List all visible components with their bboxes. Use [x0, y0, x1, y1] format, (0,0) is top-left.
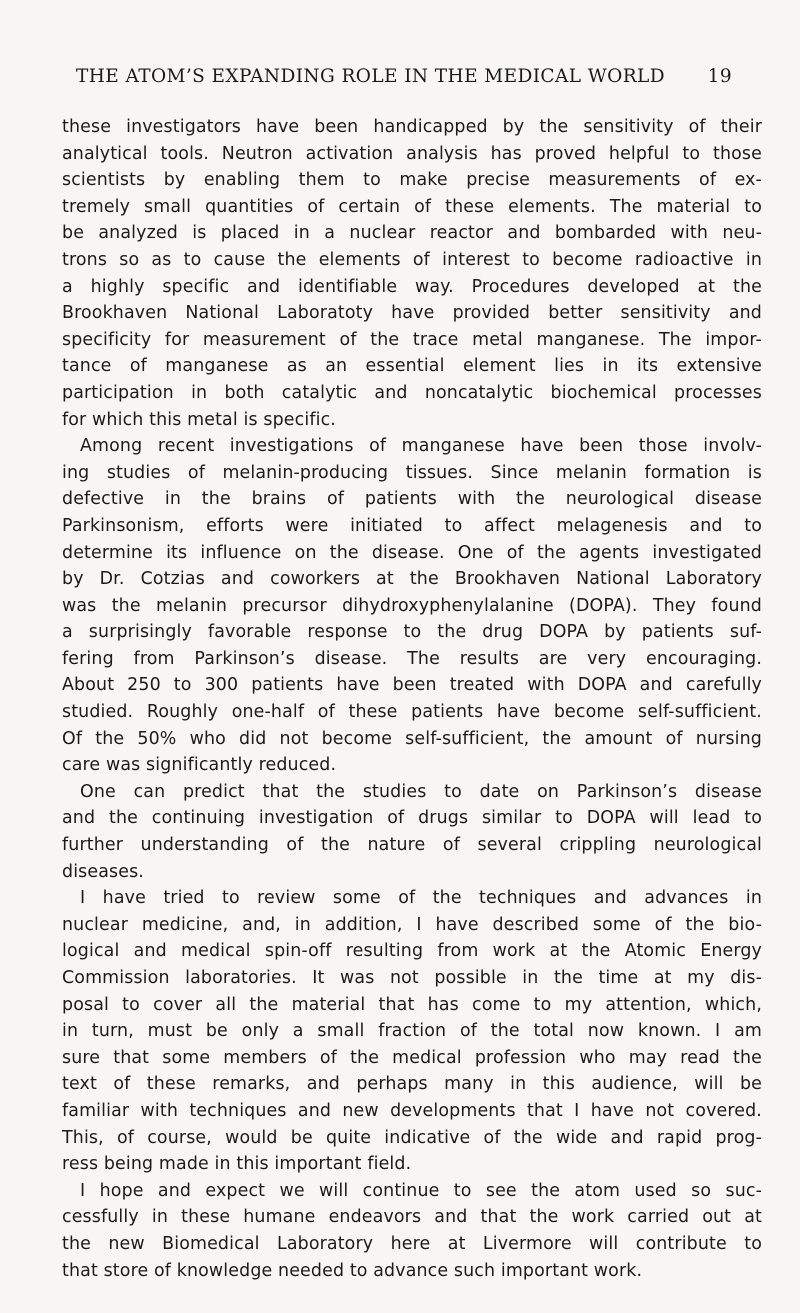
- text-line: Among recent investigations of manganese have been those involv-: [80, 436, 762, 457]
- body-text: [62, 114, 762, 1284]
- text-line: and the continuing investigation of drugs similar to DOPA will lead to: [62, 808, 762, 829]
- text-line: determine its influence on the disease. One of the agents investigated: [62, 542, 762, 563]
- text-line: Parkinsonism, efforts were initiated to affect melagenesis and to: [62, 515, 762, 536]
- text-line: a highly specific and identifiable way. Procedures developed at the: [62, 276, 762, 297]
- text-line: I have tried to review some of the techniques and advances in: [80, 888, 762, 909]
- text-line: specificity for measurement of the trace metal manganese. The impor-: [62, 329, 762, 350]
- text-line: Brookhaven National Laboratoty have provided better sensitivity and: [62, 303, 762, 324]
- text-line: was the melanin precursor dihydroxyphenylalanine (DOPA). They found: [62, 595, 762, 616]
- text-line: tance of manganese as an essential element lies in its extensive: [62, 356, 762, 377]
- text-line: in turn, must be only a small fraction of the total now known. I am: [62, 1021, 762, 1042]
- text-line: Of the 50% who did not become self-sufficient, the amount of nursing: [62, 728, 762, 749]
- text-line: analytical tools. Neutron activation analysis has proved helpful to those: [62, 143, 762, 164]
- text-line: logical and medical spin-off resulting from work at the Atomic Energy: [62, 941, 762, 962]
- text-line: a surprisingly favorable response to the drug DOPA by patients suf-: [62, 622, 762, 643]
- text-line: This, of course, would be quite indicative of the wide and rapid prog-: [62, 1127, 762, 1148]
- text-line: posal to cover all the material that has come to my attention, which,: [62, 994, 762, 1015]
- text-line: cessfully in these humane endeavors and that the work carried out at: [62, 1207, 762, 1228]
- text-line: defective in the brains of patients with the neurological disease: [62, 489, 762, 510]
- text-line: fering from Parkinson’s disease. The results are very encouraging.: [62, 648, 762, 669]
- text-line: trons so as to cause the elements of interest to become radioactive in: [62, 249, 762, 270]
- text-line: be analyzed is placed in a nuclear reactor and bombarded with neu-: [62, 223, 762, 244]
- text-line: ress being made in this important field.: [62, 1154, 412, 1175]
- text-line: further understanding of the nature of several crippling neurological: [62, 835, 762, 856]
- text-line: tremely small quantities of certain of these elements. The material to: [62, 196, 762, 217]
- running-title: THE ATOM’S EXPANDING ROLE IN THE MEDICAL WORLD: [76, 66, 665, 87]
- text-line: studied. Roughly one-half of these patients have become self-sufficient.: [62, 702, 762, 723]
- text-line: familiar with techniques and new developments that I have not covered.: [62, 1100, 762, 1121]
- text-line: sure that some members of the medical profession who may read the: [62, 1047, 762, 1068]
- text-line: that store of knowledge needed to advance such important work.: [62, 1260, 643, 1281]
- text-line: text of these remarks, and perhaps many in this audience, will be: [62, 1074, 762, 1095]
- page-number: 19: [707, 66, 732, 87]
- text-line: care was significantly reduced.: [62, 755, 337, 776]
- text-line: by Dr. Cotzias and coworkers at the Brookhaven National Laboratory: [62, 569, 762, 590]
- text-line: these investigators have been handicapped by the sensitivity of their: [62, 117, 762, 137]
- text-line: for which this metal is specific.: [62, 409, 336, 430]
- running-header: [62, 66, 738, 96]
- text-line: Commission laboratories. It was not possible in the time at my dis-: [62, 968, 762, 988]
- text-line: One can predict that the studies to date on Parkinson’s disease: [80, 781, 762, 802]
- text-line: diseases.: [62, 861, 144, 882]
- text-line: the new Biomedical Laboratory here at Livermore will contribute to: [62, 1233, 762, 1254]
- text-line: About 250 to 300 patients have been treated with DOPA and carefully: [62, 675, 762, 696]
- text-line: nuclear medicine, and, in addition, I have described some of the bio-: [62, 914, 762, 935]
- text-line: I hope and expect we will continue to see the atom used so suc-: [80, 1180, 762, 1201]
- text-line: participation in both catalytic and noncatalytic biochemical processes: [62, 382, 762, 403]
- text-line: scientists by enabling them to make precise measurements of ex-: [62, 170, 762, 191]
- text-line: ing studies of melanin-producing tissues. Since melanin formation is: [62, 462, 762, 483]
